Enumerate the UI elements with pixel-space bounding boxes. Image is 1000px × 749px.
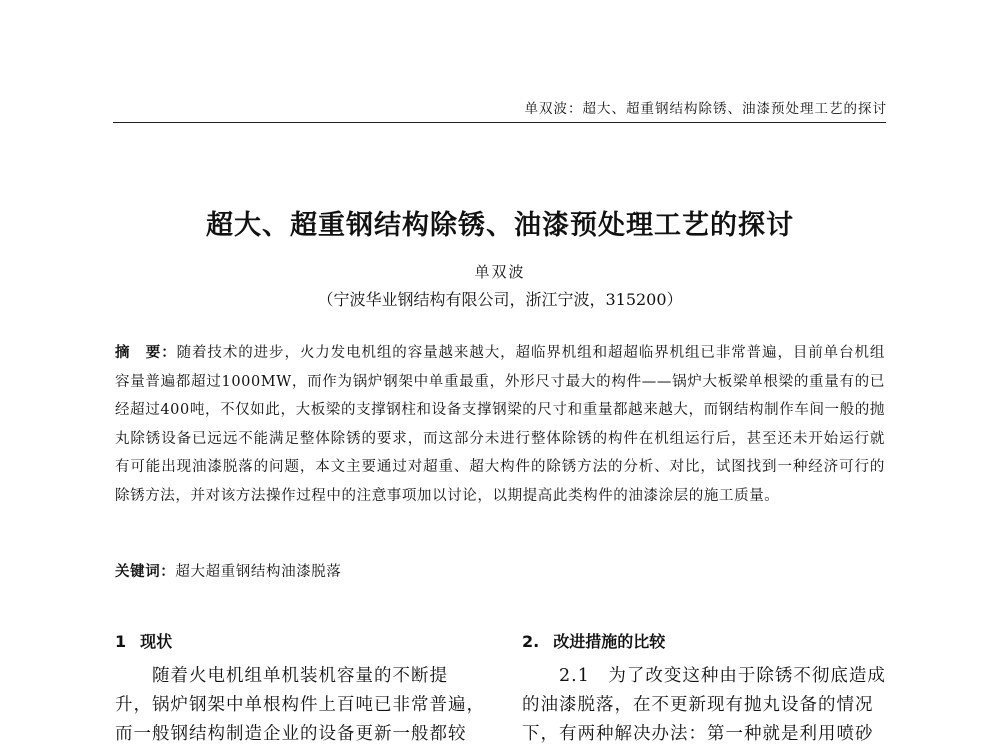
body-line: 升，锅炉钢架中单根构件上百吨已非常普遍， xyxy=(115,695,485,715)
keywords-text: 超大超重钢结构油漆脱落 xyxy=(175,564,342,580)
left-column xyxy=(115,662,485,749)
keywords-label: 关键词： xyxy=(115,564,176,580)
header-rule xyxy=(113,122,886,123)
abstract-text: 随着技术的进步，火力发电机组的容量越来越大，超临界机组和超超临界机组已非常普遍，目前单台机组容量普遍都超过1000MW，而作为锅炉钢架中单重最重，外形尺寸最大的构件——锅炉大板梁单根梁的重量有的已经超过400吨，不仅如此，大板梁的支撑钢柱和设备支撑钢梁的尺寸和重量都越来越大，而钢结构制作车间一般的抛丸除锈设备已远远不能满足整体除锈的要求，而这部分未进行整体除锈的构件在机组运行后，甚至还未开始运行就有可能出现油漆脱落的问题，本文主要通过对超重、超大构件的除锈方法的分析、对比，试图找到一种经济可行的除锈方法，并对该方法操作过程中的注意事项加以讨论，以期提高此类构件的油漆涂层的施工质量。 xyxy=(115,345,885,504)
section-1-heading xyxy=(115,629,172,652)
paper-title: 超大、超重钢结构除锈、油漆预处理工艺的探讨 xyxy=(206,210,794,241)
abstract xyxy=(115,339,885,511)
right-column xyxy=(522,662,888,749)
body-line: 的油漆脱落，在不更新现有抛丸设备的情况 xyxy=(522,695,874,715)
section-title: 现状 xyxy=(140,632,173,651)
section-number: 1 xyxy=(115,632,127,651)
body-line: 随着火电机组单机装机容量的不断提 xyxy=(115,666,448,686)
body-line: 下，有两种解决办法：第一种就是利用喷砂 xyxy=(522,724,874,744)
section-2-heading xyxy=(522,629,665,652)
author: 单双波 xyxy=(474,263,526,281)
affiliation: （宁波华业钢结构有限公司，浙江宁波，315200） xyxy=(317,290,683,309)
section-number: 2. xyxy=(522,632,540,651)
body-line: 2.1 为了改变这种由于除锈不彻底造成 xyxy=(522,666,886,686)
running-head: 单双波：超大、超重钢结构除锈、油漆预处理工艺的探讨 xyxy=(524,101,887,117)
abstract-label: 摘 要： xyxy=(115,345,177,361)
keywords xyxy=(115,560,885,581)
section-title: 改进措施的比较 xyxy=(553,632,666,651)
body-line: 而一般钢结构制造企业的设备更新一般都较 xyxy=(115,724,467,744)
